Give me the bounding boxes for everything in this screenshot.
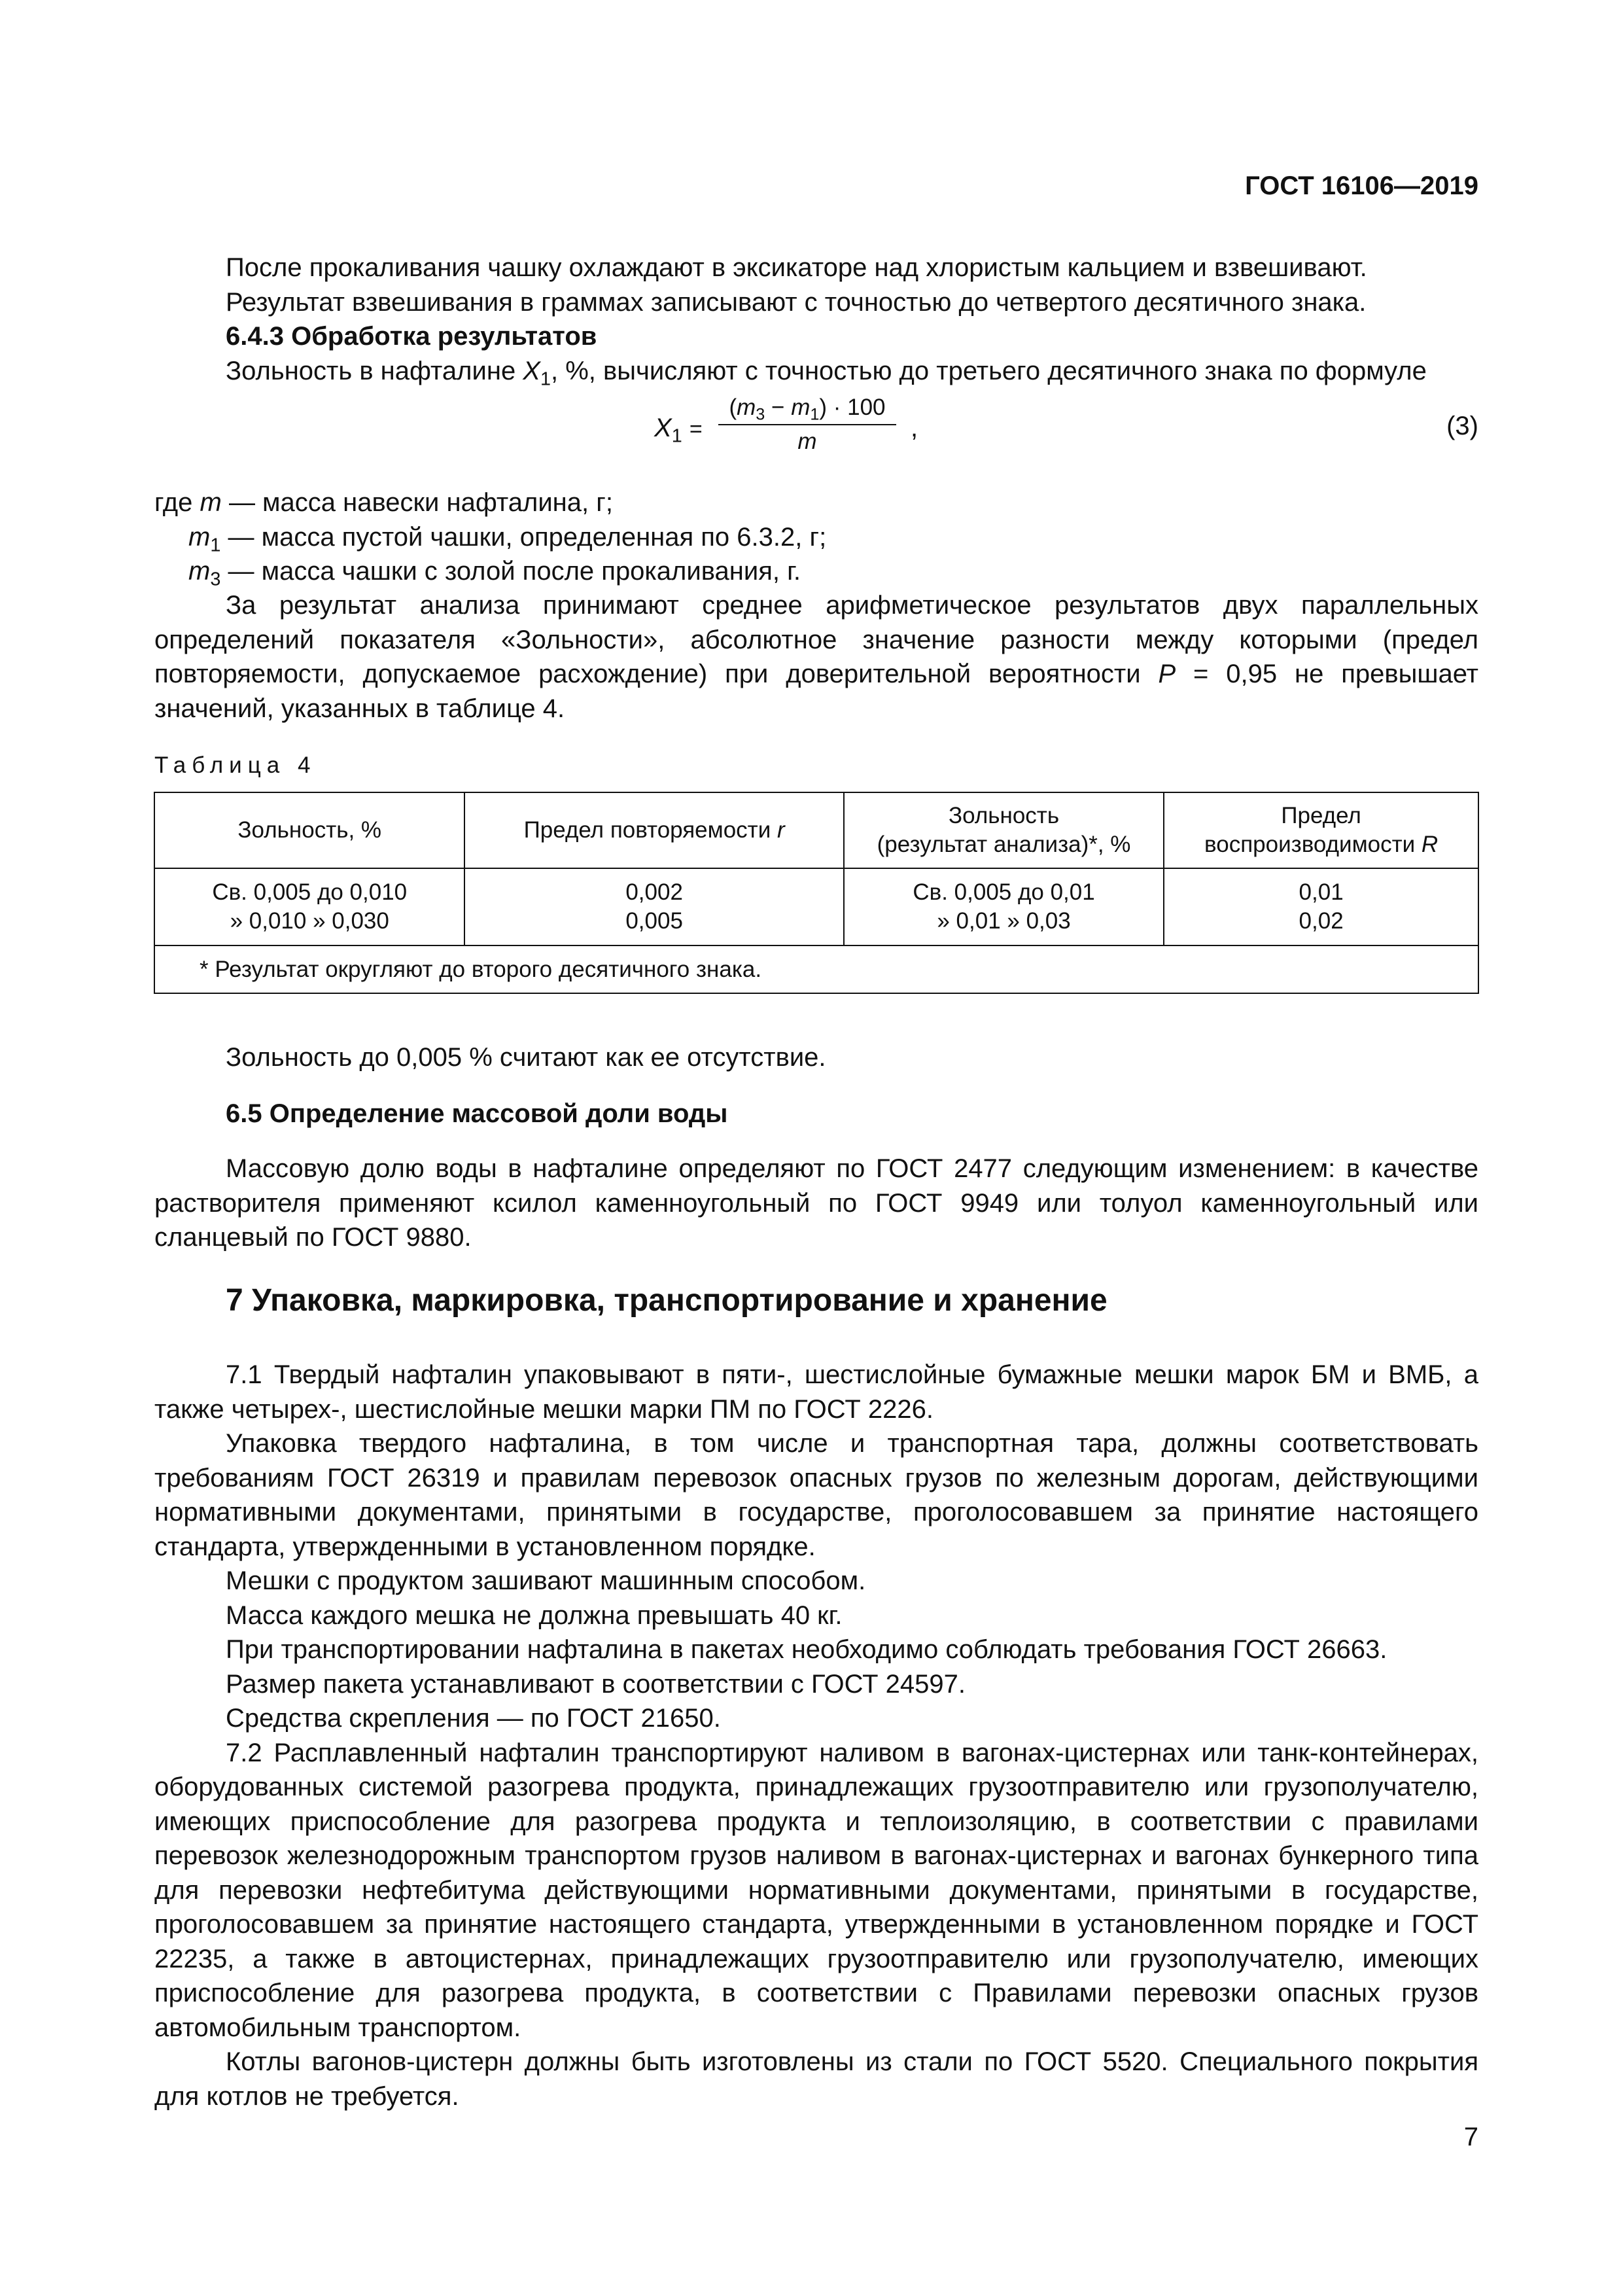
formula-numerator: $(m_3 - m_1) \cdot 100$ [729,395,886,424]
table-footnote: * Результат округляют до второго десятичного знака. [154,945,1478,993]
section-7-body [154,1358,1478,2113]
header-ash-content: Зольность, % [154,792,464,868]
formula-lhs: $X_1$ = [654,414,703,447]
document-number: ГОСТ 16106—2019 [1245,171,1478,200]
formula-number: (3) [1446,412,1478,440]
header-repeatability: Предел повторяемости r [464,792,843,868]
paragraph-package-size: Размер пакета устанавливают в соответствии с ГОСТ 24597. [226,1669,966,1699]
paragraph-transport: При транспортировании нафталина в пакетах необходимо соблюдать требования ГОСТ 26663. [226,1635,1387,1664]
where-line-m1: $m_1$ — масса пустой чашки, определенная по 6.3.2, г; [188,522,827,556]
table-row [154,868,1478,945]
table-footnote-row [154,945,1478,993]
paragraph-7-2: 7.2 Расплавленный нафталин транспортируют наливом в вагонах-цистернах или танк-контейнерах, оборудованных системой разогрева продукта, принадлежащих грузоотправителю или грузополучателю, имеющих приспособление для разогрева продукта и теплоизоляцию, в соответствии с правилами перевозок железнодорожным транспортом грузов наливом в вагонах-цистернах и вагонах бункерного типа для перевозки нефтебитума действующими нормативными документами, принятыми в государстве, проголосовавшем за принятие настоящего стандарта, утвержденными в установленном порядке и ГОСТ 22235, а также в автоцистернах, принадлежащих грузоотправителю или грузополучателю, имеющих приспособление для разогрева продукта, в соответствии с Правилами перевозки опасных грузов автомобильным транспортом. [154,1738,1478,2042]
paragraph-packaging: Упаковка твердого нафталина, в том числе и транспортная тара, должны соответствовать требованиям ГОСТ 26319 и правилам перевозок опасных грузов по железным дорогам, действующими нормативными документами, принятыми в государстве, проголосовавшем за принятие настоящего стандарта, утвержденными в установленном порядке. [154,1429,1478,1561]
formula-denominator: m [797,429,817,454]
table-4 [154,792,1479,994]
paragraph-line: Результат взвешивания в граммах записывают с точностью до четвертого десятичного знака. [226,287,1367,317]
paragraph-result: За результат анализа принимают среднее арифметическое результатов двух параллельных определений показателя «Зольности», абсолютное значение разности между которыми (предел повторяемости, допускаемое расхождение) при доверительной вероятности P = 0,95 не превышает значений, указанных в таблице 4. [154,591,1478,723]
heading-section-7: 7 Упаковка, маркировка, транспортирование и хранение [226,1283,1108,1318]
table-caption: Таблица 4 [154,752,317,778]
paragraph-fastening: Средства скрепления — по ГОСТ 21650. [226,1704,721,1733]
paragraph-sewing: Мешки с продуктом зашивают машинным способом. [226,1566,866,1595]
cell-repeatability: 0,002 0,005 [464,868,843,945]
heading-6-4-3: 6.4.3 Обработка результатов [226,322,597,351]
formula-3 [654,391,962,463]
header-reproducibility: Предел воспроизводимости R [1164,792,1478,868]
paragraph-water: Массовую долю воды в нафталине определяют по ГОСТ 2477 следующим изменением: в качестве растворителя применяют ксилол каменноугольный по ГОСТ 9949 или толуол каменноугольный или сланцевый по ГОСТ 9880. [154,1154,1478,1252]
paragraph-bag-mass: Масса каждого мешка не должна превышать 40 кг. [226,1600,843,1630]
formula-comma: , [911,414,918,442]
paragraph-zero-ash: Зольность до 0,005 % считают как ее отсутствие. [226,1043,826,1072]
where-line-m3: $m_3$ — масса чашки с золой после прокаливания, г. [188,557,801,590]
paragraph-cooling [226,251,1482,388]
cell-ash-range: Св. 0,005 до 0,010 » 0,010 » 0,030 [154,868,464,945]
where-clause [154,486,1332,589]
paragraph-boilers: Котлы вагонов-цистерн должны быть изготовлены из стали по ГОСТ 5520. Специального покрытия для котлов не требуется. [154,2047,1478,2111]
page-number: 7 [1463,2123,1478,2151]
formula-fraction [709,391,905,458]
paragraph-line: После прокаливания чашку охлаждают в эксикаторе над хлористым кальцием и взвешивают. [226,253,1367,282]
cell-ash-result-range: Св. 0,005 до 0,01 » 0,01 » 0,03 [844,868,1164,945]
header-ash-result: Зольность (результат анализа)*, % [844,792,1164,868]
cell-reproducibility: 0,01 0,02 [1164,868,1478,945]
paragraph-7-1: 7.1 Твердый нафталин упаковывают в пяти-, шестислойные бумажные мешки марок БМ и ВМБ, а также четырех-, шестислойные мешки марки ПМ по ГОСТ 2226. [154,1360,1478,1424]
table-header-row [154,792,1478,868]
heading-6-5: 6.5 Определение массовой доли воды [226,1099,728,1128]
formula-intro: Зольность в нафталине $X_1$, %, вычисляют с точностью до третьего десятичного знака по формуле [226,356,1427,390]
where-line-m: где m — масса навески нафталина, г; [154,488,613,517]
